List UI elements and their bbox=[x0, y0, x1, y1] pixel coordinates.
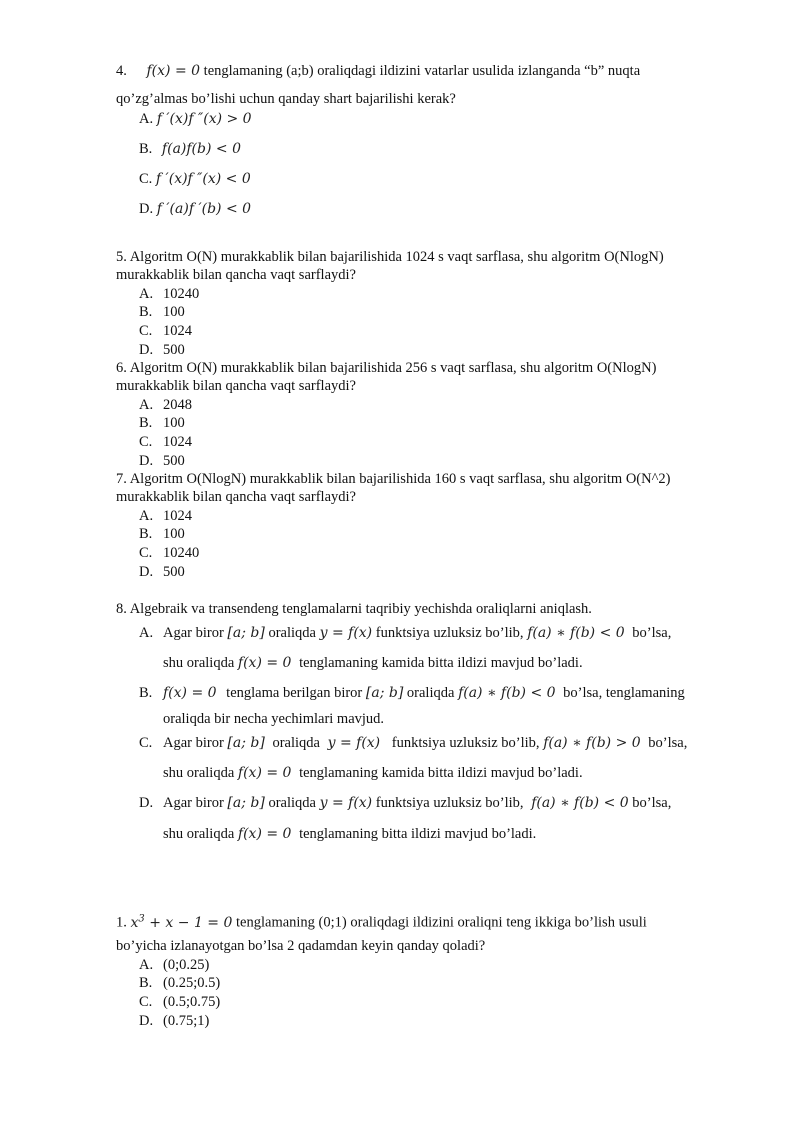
question-5-line-2: murakkablik bilan qancha vaqt sarflaydi? bbox=[116, 267, 356, 283]
formula-base: x bbox=[130, 914, 139, 931]
option-d bbox=[139, 452, 185, 470]
option-letter: A. bbox=[139, 286, 154, 302]
option-text: tenglamaning kamida bitta ildizi mavjud bo’ladi. bbox=[299, 655, 583, 671]
option-b bbox=[139, 684, 685, 702]
option-a bbox=[139, 110, 252, 128]
option-text: bo’lsa, bbox=[648, 735, 688, 751]
math-formula: [a; b] bbox=[365, 685, 404, 701]
option-text: tenglamaning kamida bitta ildizi mavjud bo’ladi. bbox=[299, 765, 583, 781]
math-formula: f(a) ∗ f(b) < 0 bbox=[458, 685, 556, 701]
option-text: funktsiya uzluksiz bo’lib, bbox=[375, 625, 524, 641]
option-b bbox=[139, 140, 241, 158]
option-b bbox=[139, 414, 185, 432]
math-formula: f(a)f(b) < 0 bbox=[161, 141, 241, 157]
math-formula: [a; b] bbox=[227, 795, 265, 811]
question-1-line-2: bo’yicha izlanayotgan bo’lsa 2 qadamdan keyin qanday qoladi? bbox=[116, 938, 486, 954]
option-c bbox=[139, 734, 687, 752]
option-text: 100 bbox=[163, 415, 185, 431]
option-letter: D. bbox=[139, 342, 154, 358]
question-6-line-1: 6. Algoritm O(N) murakkablik bilan bajarilishida 256 s vaqt sarflasa, shu algoritm O(NlogN) bbox=[116, 360, 657, 376]
option-text: shu oraliqda bbox=[163, 765, 235, 781]
option-text: (0.25;0.5) bbox=[163, 975, 221, 991]
option-letter: B. bbox=[139, 526, 153, 542]
option-text: bo’lsa, tenglamaning bbox=[563, 685, 685, 701]
math-formula: f(x) = 0 bbox=[237, 765, 292, 781]
option-text: bo’lsa, bbox=[632, 625, 672, 641]
option-a bbox=[139, 285, 199, 303]
option-letter: B. bbox=[139, 685, 153, 701]
option-d bbox=[139, 1012, 209, 1030]
option-c bbox=[139, 433, 192, 451]
question-4-line-1 bbox=[116, 62, 640, 80]
option-text: Agar biror bbox=[163, 795, 224, 811]
option-letter: A. bbox=[139, 397, 154, 413]
option-text: funktsiya uzluksiz bo’lib, bbox=[375, 795, 524, 811]
math-formula: f(x) = 0 bbox=[146, 63, 201, 79]
option-text: oraliqda bbox=[406, 685, 455, 701]
option-text: Agar biror bbox=[163, 625, 224, 641]
option-c bbox=[139, 544, 199, 562]
math-formula: f ′(x)f ″(x) > 0 bbox=[156, 111, 252, 127]
question-5-line-1: 5. Algoritm O(N) murakkablik bilan bajarilishida 1024 s vaqt sarflasa, shu algoritm O(NlogN) bbox=[116, 249, 664, 265]
option-text: funktsiya uzluksiz bo’lib, bbox=[391, 735, 540, 751]
option-letter: B. bbox=[139, 141, 153, 157]
option-b bbox=[139, 974, 220, 992]
question-text: tenglamaning (0;1) oraliqdagi ildizini oraliqni teng ikkiga bo’lish usuli bbox=[236, 914, 647, 931]
option-b-continued: oraliqda bir necha yechimlari mavjud. bbox=[163, 711, 385, 727]
option-letter: D. bbox=[139, 564, 154, 580]
option-text: (0;0.25) bbox=[163, 957, 210, 973]
math-formula: f(a) ∗ f(b) < 0 bbox=[527, 625, 625, 641]
math-formula: y = f(x) bbox=[327, 735, 381, 751]
option-text: 2048 bbox=[163, 397, 192, 413]
option-text: 100 bbox=[163, 526, 185, 542]
option-b bbox=[139, 303, 185, 321]
option-c bbox=[139, 993, 220, 1011]
math-formula: f(x) = 0 bbox=[237, 655, 292, 671]
option-a bbox=[139, 624, 671, 642]
option-letter: A. bbox=[139, 111, 154, 127]
option-a bbox=[139, 507, 192, 525]
option-d bbox=[139, 794, 671, 812]
option-text: 500 bbox=[163, 342, 185, 358]
option-text: tenglamaning bitta ildizi mavjud bo’ladi. bbox=[299, 826, 537, 842]
math-formula: y = f(x) bbox=[319, 795, 373, 811]
option-letter: C. bbox=[139, 994, 153, 1010]
option-letter: C. bbox=[139, 735, 153, 751]
math-formula bbox=[131, 915, 233, 931]
option-d bbox=[139, 200, 251, 218]
option-letter: C. bbox=[139, 545, 153, 561]
option-text: tenglama berilgan biror bbox=[226, 685, 363, 701]
option-text: 1024 bbox=[163, 508, 192, 524]
option-a-continued bbox=[163, 654, 583, 672]
math-formula: [a; b] bbox=[227, 735, 265, 751]
question-number: 1. bbox=[116, 914, 127, 931]
option-text: 100 bbox=[163, 304, 185, 320]
math-formula: f ′(a)f ′(b) < 0 bbox=[156, 201, 252, 217]
formula-exponent: 3 bbox=[138, 913, 145, 924]
option-letter: B. bbox=[139, 975, 153, 991]
option-text: 10240 bbox=[163, 545, 200, 561]
option-text: Agar biror bbox=[163, 735, 224, 751]
option-d-continued bbox=[163, 825, 536, 843]
option-c-continued bbox=[163, 764, 583, 782]
option-letter: B. bbox=[139, 304, 153, 320]
option-d bbox=[139, 341, 185, 359]
question-7-line-2: murakkablik bilan qancha vaqt sarflaydi? bbox=[116, 489, 356, 505]
question-number: 4. bbox=[116, 63, 127, 79]
option-text: 10240 bbox=[163, 286, 200, 302]
option-c bbox=[139, 322, 192, 340]
option-text: shu oraliqda bbox=[163, 826, 235, 842]
option-letter: D. bbox=[139, 453, 154, 469]
option-a bbox=[139, 396, 192, 414]
math-formula: f ′(x)f ″(x) < 0 bbox=[155, 171, 251, 187]
option-letter: D. bbox=[139, 1013, 154, 1029]
option-text: (0.75;1) bbox=[163, 1013, 210, 1029]
math-formula: f(x) = 0 bbox=[163, 685, 217, 701]
option-text: oraliqda bbox=[268, 625, 316, 641]
option-text: 500 bbox=[163, 453, 185, 469]
option-text: shu oraliqda bbox=[163, 655, 235, 671]
math-formula: [a; b] bbox=[227, 625, 265, 641]
option-letter: C. bbox=[139, 434, 153, 450]
question-8-title: 8. Algebraik va transendeng tenglamalarni taqribiy yechishda oraliqlarni aniqlash. bbox=[116, 601, 592, 617]
option-a bbox=[139, 956, 209, 974]
option-text: oraliqda bbox=[268, 795, 316, 811]
math-formula: f(a) ∗ f(b) > 0 bbox=[543, 735, 641, 751]
option-text: 500 bbox=[163, 564, 185, 580]
option-c bbox=[139, 170, 251, 188]
question-7-line-1: 7. Algoritm O(NlogN) murakkablik bilan bajarilishida 160 s vaqt sarflasa, shu algoritm O(N^2) bbox=[116, 471, 671, 487]
math-formula: f(x) = 0 bbox=[237, 826, 292, 842]
option-letter: C. bbox=[139, 323, 153, 339]
option-text: bo’lsa, bbox=[632, 795, 672, 811]
math-formula: y = f(x) bbox=[319, 625, 373, 641]
question-text: tenglamaning (a;b) oraliqdagi ildizini vatarlar usulida izlanganda “b” nuqta bbox=[203, 63, 641, 79]
option-letter: A. bbox=[139, 625, 154, 641]
option-letter: A. bbox=[139, 957, 154, 973]
option-letter: B. bbox=[139, 415, 153, 431]
question-6-line-2: murakkablik bilan qancha vaqt sarflaydi? bbox=[116, 378, 356, 394]
question-4-line-2: qo’zg’almas bo’lishi uchun qanday shart bajarilishi kerak? bbox=[116, 91, 456, 107]
option-b bbox=[139, 525, 185, 543]
option-letter: D. bbox=[139, 201, 154, 217]
option-text: 1024 bbox=[163, 434, 192, 450]
option-text: (0.5;0.75) bbox=[163, 994, 221, 1010]
formula-rest: + x − 1 = 0 bbox=[144, 914, 233, 931]
option-text: oraliqda bbox=[272, 735, 320, 751]
question-1-line-1 bbox=[116, 910, 647, 932]
option-text: 1024 bbox=[163, 323, 192, 339]
option-letter: D. bbox=[139, 795, 154, 811]
option-d bbox=[139, 563, 185, 581]
option-letter: C. bbox=[139, 171, 153, 187]
option-letter: A. bbox=[139, 508, 154, 524]
math-formula: f(a) ∗ f(b) < 0 bbox=[531, 795, 629, 811]
